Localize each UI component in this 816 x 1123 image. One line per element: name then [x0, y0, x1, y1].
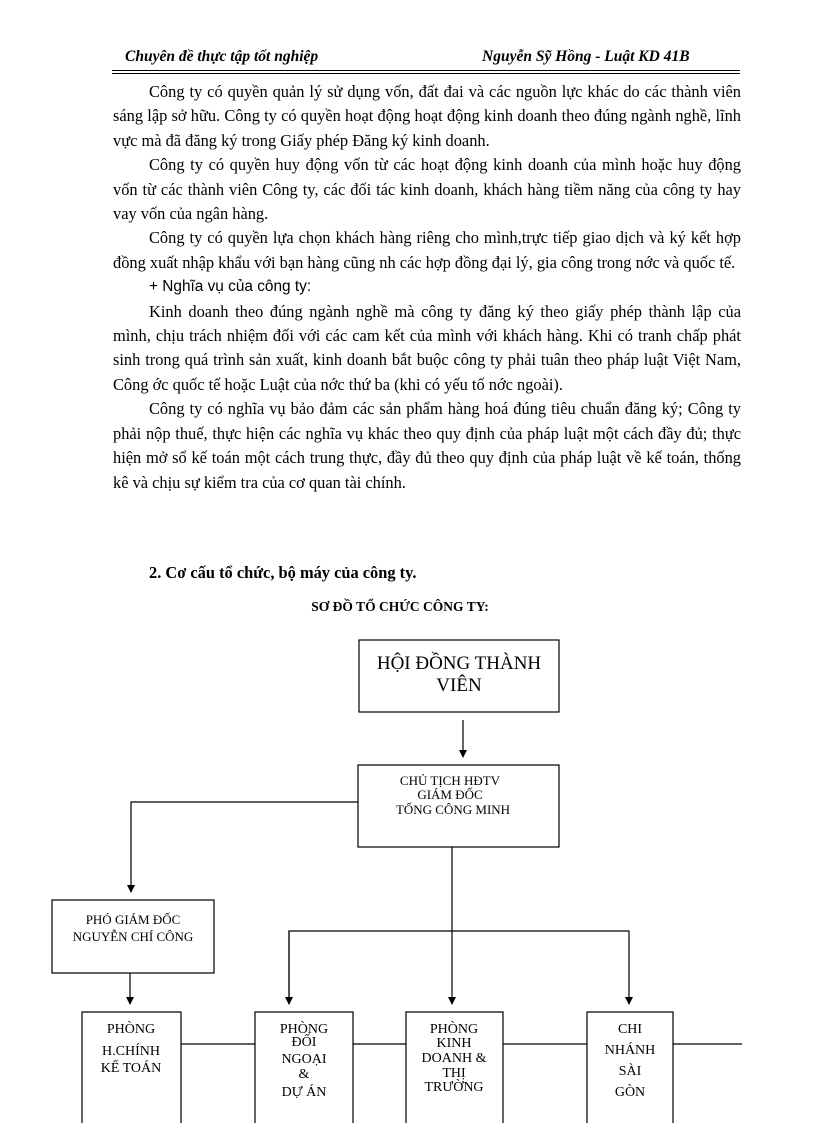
connector-chairman-deputy	[131, 802, 358, 892]
paragraph: Công ty có quyền huy động vốn từ các hoạt động kinh doanh của mình hoặc huy động vốn từ các thành viên Công ty, các đối tác kinh doanh, khách hàng tiềm năng của công ty hay vay vốn của ngân hàng.	[113, 155, 741, 224]
dept-foreign-label: &	[298, 1067, 310, 1082]
dept-business-label: KINH	[436, 1036, 472, 1051]
dept-foreign-label: PHÒNG	[279, 1022, 329, 1037]
org-chart-title: SƠ ĐỒ TỔ CHỨC CÔNG TY:	[311, 599, 489, 614]
chairman-label: TỐNG CÔNG MINH	[395, 802, 511, 817]
header-left: Chuyên đề thực tập tốt nghiệp	[125, 48, 319, 65]
chairman-label: GIÁM ĐỐC	[417, 787, 483, 802]
paragraph: Công ty có nghĩa vụ bảo đảm các sản phẩm hàng hoá đúng tiêu chuẩn đăng ký; Công ty phải nộp thuế, thực hiện các nghĩa vụ khác theo quy định của pháp luật một cách đầy đủ; thực hiện mở sổ kế toán một cách trung thực, đầy đủ theo quy định của pháp luật về kế toán, thống kê và chịu sự kiểm tra của cơ quan tài chính.	[113, 399, 741, 492]
paragraph: Kinh doanh theo đúng ngành nghề mà công ty đăng ký theo giấy phép thành lập của mình, chịu trách nhiệm đối với các cam kết của mình với khách hàng. Khi có tranh chấp phát sinh trong quá trình sản xuất, kinh doanh bắt buộc công ty phải tuân theo pháp luật Việt Nam, Công ớc quốc tế hoặc Luật của nớc thứ ba (khi có yếu tố nớc ngoài).	[113, 301, 741, 394]
dept-business-label: DOANH &	[421, 1051, 487, 1066]
dept-foreign-label: NGOẠI	[281, 1052, 327, 1067]
dept-business-label: PHÒNG	[429, 1022, 479, 1037]
branch-label: GÒN	[614, 1085, 646, 1100]
connector-branch-bus	[289, 931, 629, 1004]
obligations-heading: + Nghĩa vụ của công ty:	[149, 278, 312, 296]
dept-business-label: TRƯỜNG	[424, 1080, 484, 1095]
board-label: HỘI ĐỒNG THÀNH	[376, 653, 542, 674]
section-title: 2. Cơ cấu tổ chức, bộ máy của công ty.	[149, 563, 417, 582]
board-label: VIÊN	[436, 675, 482, 696]
dept-foreign-label: ĐỐI	[291, 1035, 317, 1050]
paragraph: Công ty có quyền lựa chọn khách hàng riêng cho mình,trực tiếp giao dịch và ký kết hợp đồng xuất nhập khẩu với bạn hàng cũng nh các hợp đồng đại lý, gia công trong nớc và quốc tế.	[113, 228, 741, 272]
deputy-label: PHÓ GIÁM ĐỐC	[85, 912, 181, 927]
branch-label: NHÁNH	[604, 1043, 656, 1058]
branch-label: CHI	[617, 1022, 643, 1037]
dept-admin-label: PHÒNG	[106, 1022, 156, 1037]
dept-admin-label: H.CHÍNH	[102, 1044, 160, 1059]
dept-foreign-label: DỰ ÁN	[281, 1085, 327, 1100]
header-right: Nguyễn Sỹ Hồng - Luật KD 41B	[482, 48, 690, 65]
dept-admin-label: KẾ TOÁN	[100, 1061, 162, 1076]
dept-business-label: THỊ	[442, 1066, 466, 1081]
deputy-label: NGUYỄN CHÍ CÔNG	[72, 929, 194, 944]
branch-label: SÀI	[618, 1064, 642, 1079]
paragraph: Công ty có quyền quản lý sử dụng vốn, đất đai và các nguồn lực khác do các thành viên sáng lập sở hữu. Công ty có quyền hoạt động hoạt động kinh doanh theo đúng ngành nghề, lĩnh vực mà đã đăng ký trong Giấy phép Đăng ký kinh doanh.	[113, 82, 741, 150]
chairman-label: CHỦ TỊCH HĐTV	[399, 773, 501, 788]
